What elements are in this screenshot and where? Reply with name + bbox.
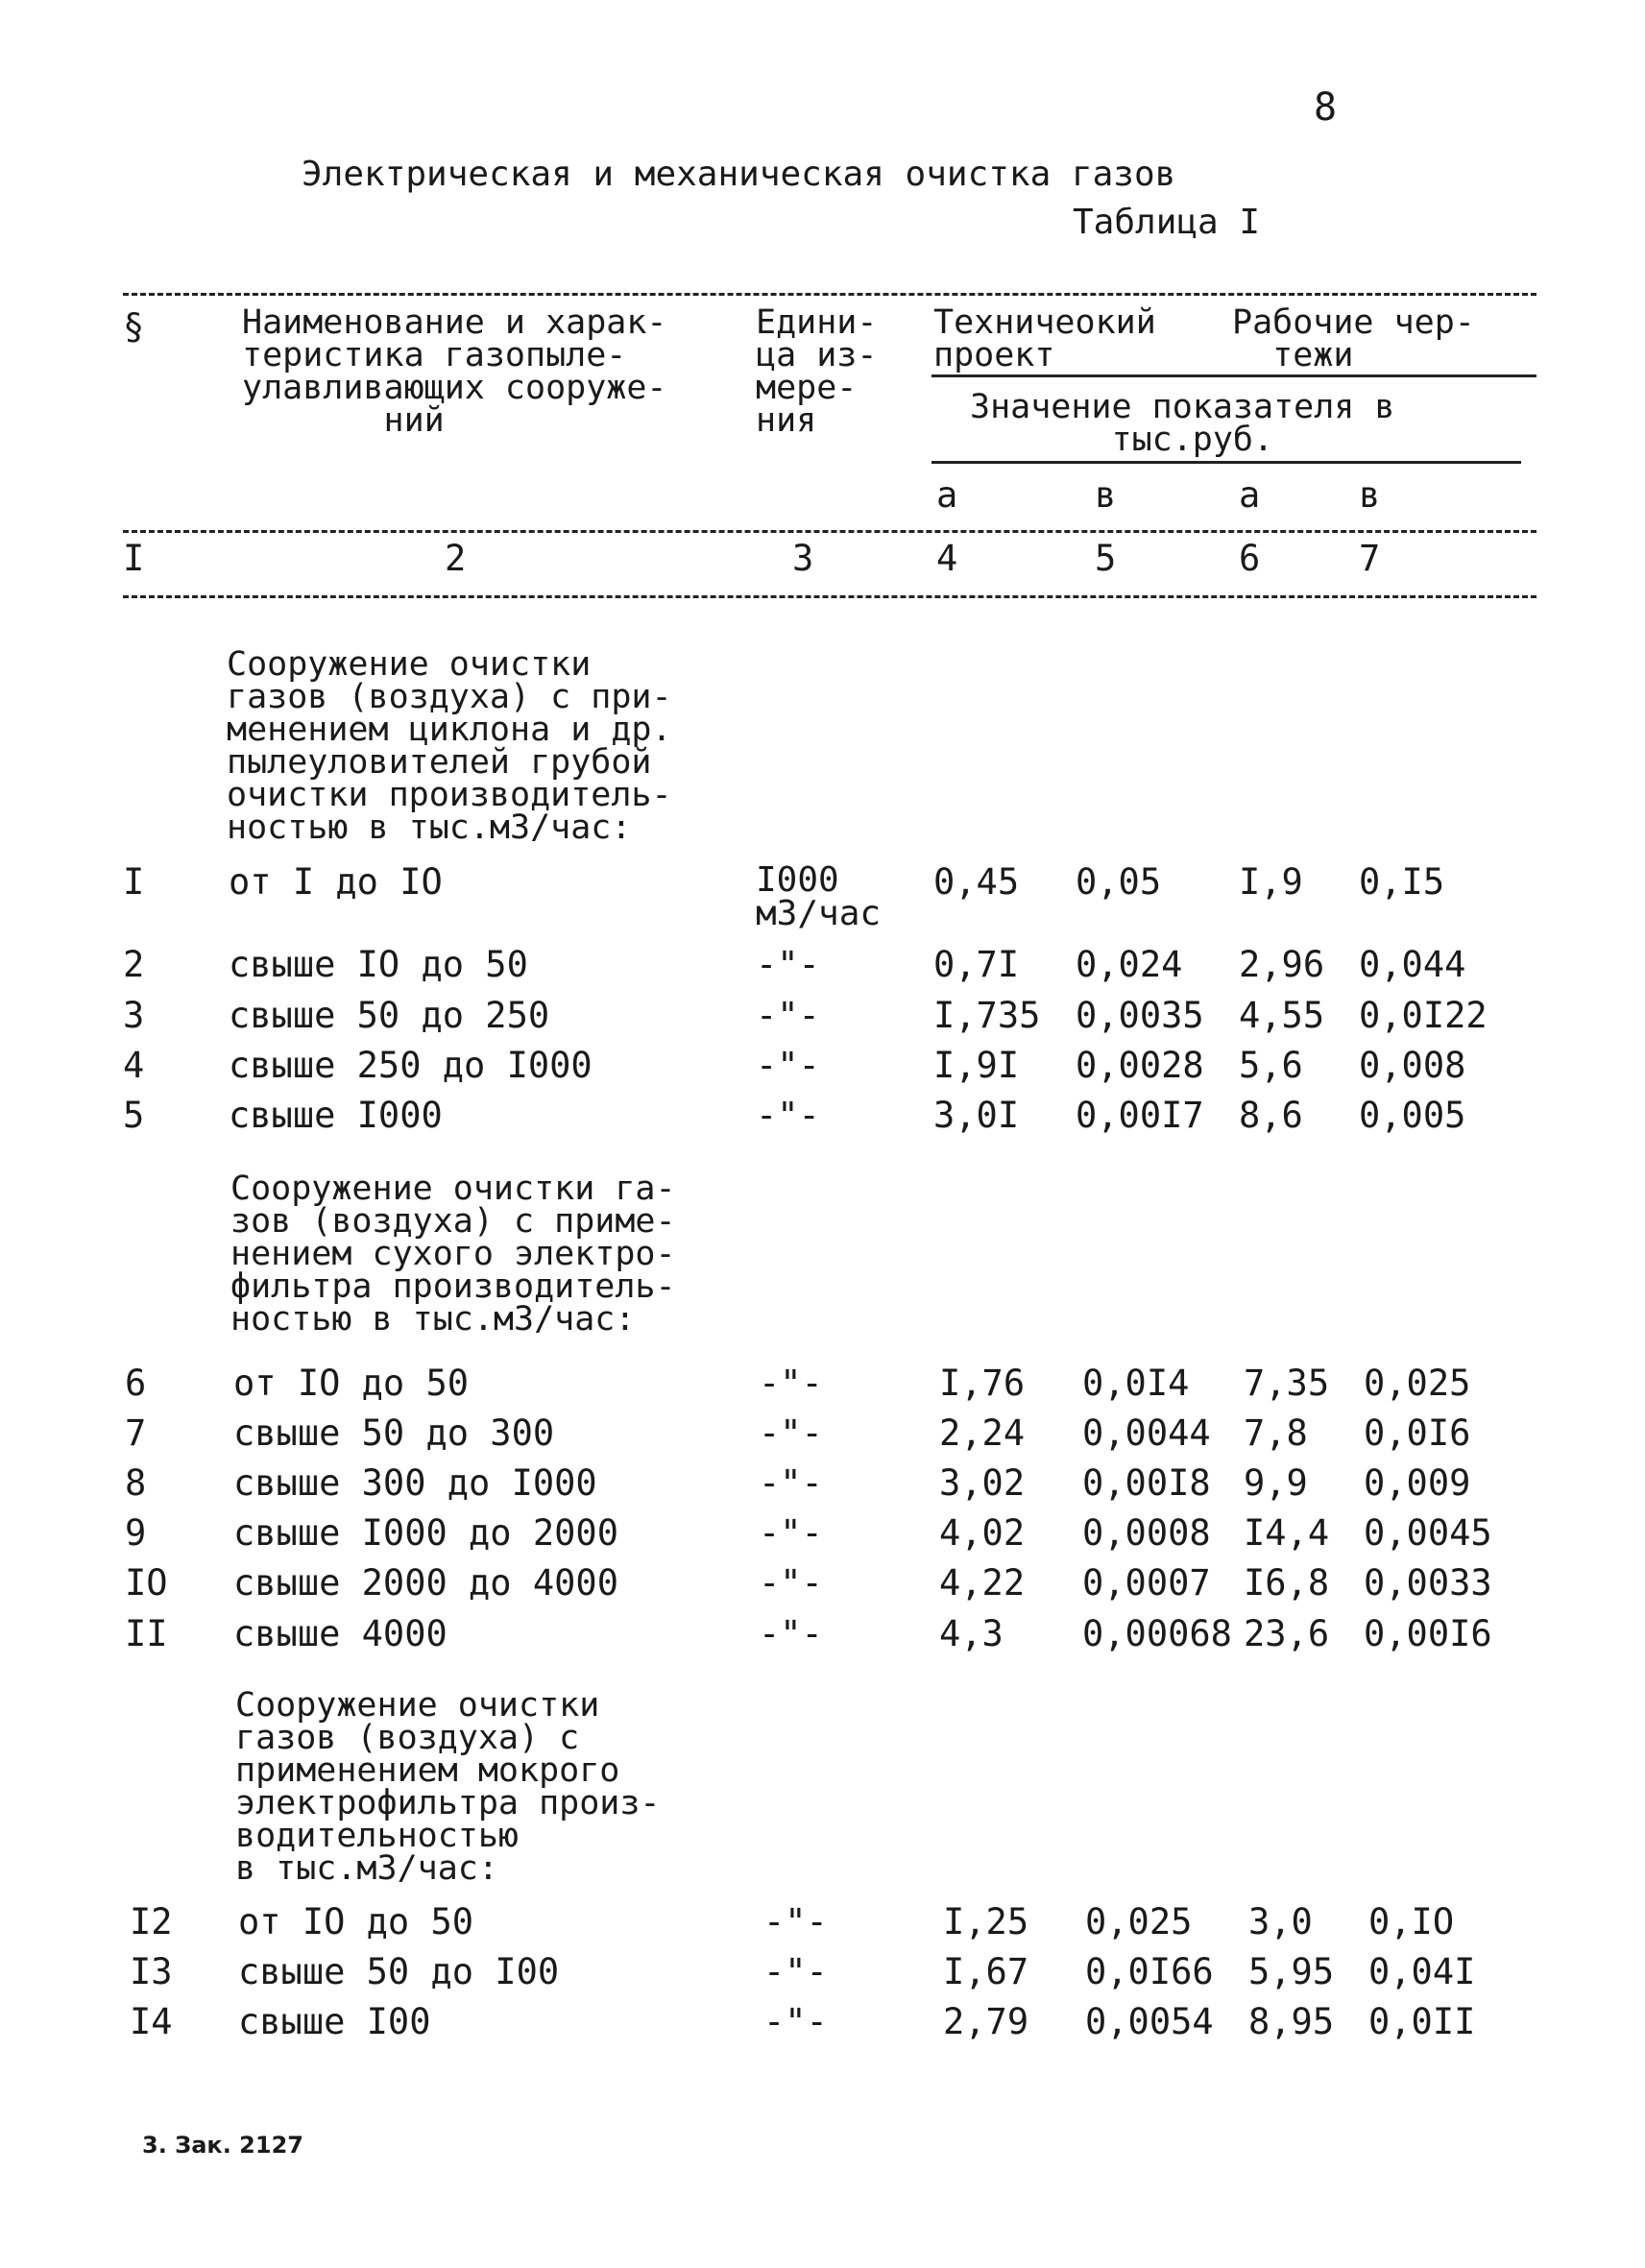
row-work-a: 7,35 (1244, 1363, 1330, 1404)
row-unit: -"- (759, 1562, 823, 1604)
row-unit: -"- (756, 1095, 820, 1136)
row-name: от IO до 50 (238, 1901, 474, 1942)
row-work-b: 0,044 (1359, 944, 1466, 985)
row-unit: -"- (756, 995, 820, 1036)
row-work-b: 0,0045 (1364, 1512, 1492, 1554)
row-work-a: 5,95 (1248, 1951, 1335, 1992)
row-tech-b: 0,0054 (1085, 2001, 1214, 2042)
row-unit: -"- (763, 1951, 828, 1992)
row-unit: -"- (763, 2001, 828, 2042)
value-label-rule (931, 461, 1521, 464)
row-unit: -"- (763, 1901, 828, 1942)
row-name: свыше 50 до 250 (229, 995, 550, 1036)
row-work-a: 23,6 (1244, 1613, 1330, 1654)
row-name: от I до IO (229, 861, 443, 903)
header-tech-project: Техничеокий проект (933, 303, 1156, 374)
footer-order-number: 3. Зак. 2127 (142, 2132, 303, 2159)
row-tech-a: I,25 (943, 1901, 1029, 1942)
header-value-label: Значение показателя в тыс.руб. (970, 388, 1395, 459)
row-number: 3 (123, 995, 145, 1036)
row-tech-a: 3,0I (933, 1095, 1020, 1136)
section-title: Сооружение очистки газов (воздуха) с применением мокрого электрофильтра произ- водительностью в тыс.м3/час: (235, 1686, 661, 1888)
row-work-a: 8,6 (1239, 1095, 1303, 1136)
row-work-b: 0,IO (1368, 1901, 1455, 1942)
row-number: I3 (130, 1951, 173, 1992)
row-tech-a: I,9I (933, 1045, 1020, 1086)
row-work-b: 0,04I (1368, 1951, 1476, 1992)
row-name: свыше 50 до I00 (238, 1951, 560, 1992)
row-tech-a: 0,45 (933, 861, 1020, 903)
header-number-4: 4 (936, 538, 958, 579)
row-tech-a: 0,7I (933, 944, 1020, 985)
row-tech-b: 0,0044 (1082, 1412, 1211, 1454)
row-tech-b: 0,0008 (1082, 1512, 1211, 1554)
row-tech-b: 0,00I7 (1076, 1095, 1204, 1136)
section-title: Сооружение очистки газов (воздуха) с при- менением циклона и др. пылеуловителей грубой очистки производитель- ностью в тыс.м3/час: (227, 645, 672, 847)
row-unit: I000 м3/час (756, 860, 882, 933)
row-name: свыше I000 (229, 1095, 443, 1136)
row-tech-b: 0,024 (1076, 944, 1183, 985)
row-unit: -"- (759, 1412, 823, 1454)
row-name: свыше 300 до I000 (233, 1462, 597, 1504)
row-work-a: I,9 (1239, 861, 1303, 903)
row-tech-a: 4,3 (939, 1613, 1004, 1654)
row-work-b: 0,0I22 (1359, 995, 1488, 1036)
row-tech-a: I,67 (943, 1951, 1029, 1992)
document-title: Электрическая и механическая очистка газов (302, 155, 1176, 194)
row-tech-b: 0,0028 (1076, 1045, 1204, 1086)
row-work-a: I4,4 (1244, 1512, 1330, 1554)
header-sub-a2: а (1239, 474, 1261, 516)
row-tech-a: I,735 (933, 995, 1041, 1036)
row-tech-a: 4,02 (939, 1512, 1026, 1554)
row-work-a: 3,0 (1248, 1901, 1313, 1942)
row-tech-a: 2,24 (939, 1412, 1026, 1454)
row-work-a: 9,9 (1244, 1462, 1308, 1504)
row-tech-b: 0,0035 (1076, 995, 1204, 1036)
row-work-b: 0,00I6 (1364, 1613, 1492, 1654)
row-number: 4 (123, 1045, 145, 1086)
row-name: свыше I00 (238, 2001, 431, 2042)
header-sub-b1: в (1095, 474, 1117, 516)
header-sub-b2: в (1359, 474, 1381, 516)
row-work-b: 0,0033 (1364, 1562, 1492, 1604)
row-work-b: 0,0II (1368, 2001, 1476, 2042)
row-tech-a: 3,02 (939, 1462, 1026, 1504)
header-unit-column: Едини- ца из- мере- ния (756, 303, 878, 440)
header-sub-a1: а (936, 474, 958, 516)
header-work-drawings: Рабочие чер- тежи (1232, 303, 1475, 374)
row-tech-b: 0,00I8 (1082, 1462, 1211, 1504)
row-number: I (123, 861, 145, 903)
row-name: свыше IO до 50 (229, 944, 528, 985)
header-number-2: 2 (445, 538, 467, 579)
row-work-a: 4,55 (1239, 995, 1325, 1036)
row-number: 2 (123, 944, 145, 985)
row-work-b: 0,005 (1359, 1095, 1466, 1136)
row-unit: -"- (759, 1613, 823, 1654)
row-number: 5 (123, 1095, 145, 1136)
row-tech-b: 0,0I4 (1082, 1363, 1190, 1404)
row-unit: -"- (756, 1045, 820, 1086)
row-name: свыше 50 до 300 (233, 1412, 555, 1454)
row-unit: -"- (759, 1462, 823, 1504)
row-unit: -"- (759, 1363, 823, 1404)
header-number-5: 5 (1095, 538, 1117, 579)
header-name-column: Наименование и харак- теристика газопыле- улавливающих сооруже- ний (242, 303, 667, 440)
row-number: I4 (130, 2001, 173, 2042)
row-number: 6 (125, 1363, 147, 1404)
row-work-a: 7,8 (1244, 1412, 1308, 1454)
row-work-a: 5,6 (1239, 1045, 1303, 1086)
row-tech-a: 2,79 (943, 2001, 1029, 2042)
header-section-symbol: § (123, 306, 145, 348)
row-tech-a: I,76 (939, 1363, 1026, 1404)
row-number: 7 (125, 1412, 147, 1454)
row-work-b: 0,025 (1364, 1363, 1471, 1404)
row-number: 8 (125, 1462, 147, 1504)
row-name: от IO до 50 (233, 1363, 470, 1404)
row-number: I2 (130, 1901, 173, 1942)
row-number: 9 (125, 1512, 147, 1554)
row-tech-b: 0,0007 (1082, 1562, 1211, 1604)
row-number: II (125, 1613, 168, 1654)
row-name: свыше I000 до 2000 (233, 1512, 618, 1554)
row-tech-b: 0,00068 (1082, 1613, 1232, 1654)
header-number-1: I (123, 538, 145, 579)
tech-project-rule (931, 374, 1536, 377)
row-work-b: 0,008 (1359, 1045, 1466, 1086)
header-bottom-rule (123, 595, 1536, 598)
row-work-a: I6,8 (1244, 1562, 1330, 1604)
row-unit: -"- (756, 944, 820, 985)
header-top-rule (123, 293, 1536, 296)
header-number-3: 3 (792, 538, 814, 579)
row-name: свыше 250 до I000 (229, 1045, 593, 1086)
header-number-6: 6 (1239, 538, 1261, 579)
section-title: Сооружение очистки га- зов (воздуха) с приме- нением сухого электро- фильтра производитель- ностью в тыс.м3/час: (230, 1170, 676, 1339)
row-tech-b: 0,0I66 (1085, 1951, 1214, 1992)
row-name: свыше 2000 до 4000 (233, 1562, 618, 1604)
row-number: IO (125, 1562, 168, 1604)
page-number: 8 (1314, 85, 1338, 130)
table-label: Таблица I (1073, 203, 1261, 242)
row-tech-b: 0,025 (1085, 1901, 1193, 1942)
row-work-b: 0,009 (1364, 1462, 1471, 1504)
row-work-a: 2,96 (1239, 944, 1325, 985)
row-name: свыше 4000 (233, 1613, 448, 1654)
row-work-a: 8,95 (1248, 2001, 1335, 2042)
row-work-b: 0,0I6 (1364, 1412, 1471, 1454)
row-unit: -"- (759, 1512, 823, 1554)
row-tech-b: 0,05 (1076, 861, 1162, 903)
row-tech-a: 4,22 (939, 1562, 1026, 1604)
row-work-b: 0,I5 (1359, 861, 1445, 903)
header-number-7: 7 (1359, 538, 1381, 579)
header-mid-rule (123, 530, 1536, 533)
